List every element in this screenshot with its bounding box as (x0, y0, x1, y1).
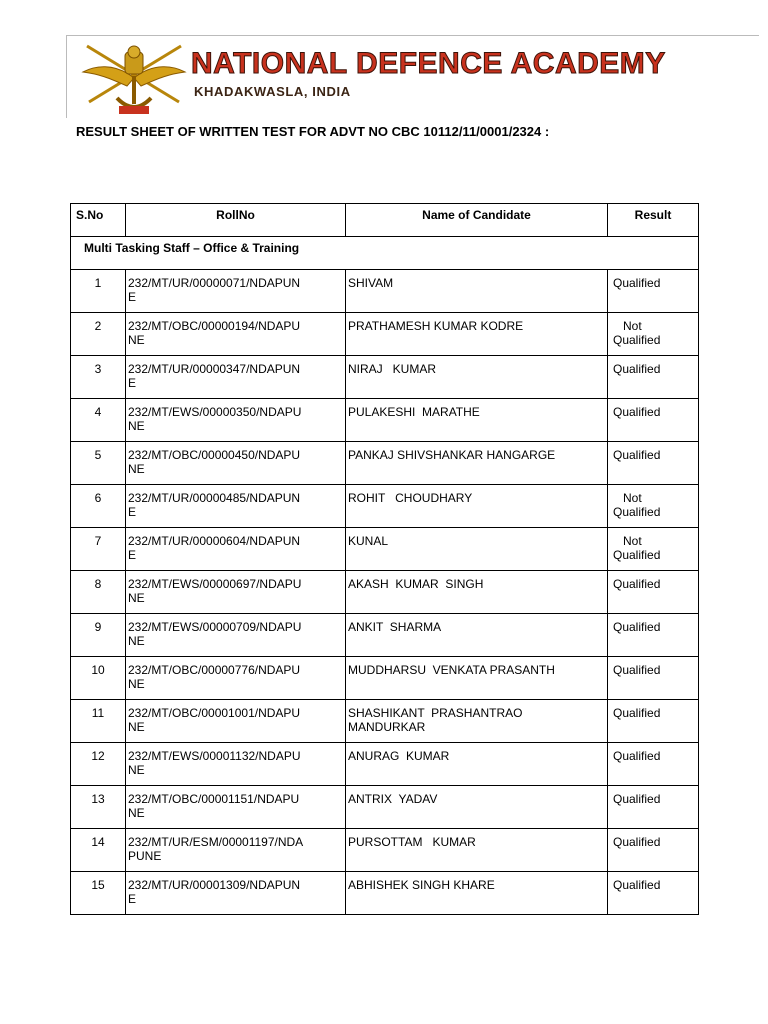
cell-rollno: 232/MT/EWS/00001132/NDAPU NE (128, 749, 301, 777)
cell-sno: 4 (94, 405, 102, 419)
cell-candidate-name: PRATHAMESH KUMAR KODRE (348, 319, 524, 333)
cell-rollno: 232/MT/OBC/00001151/NDAPU NE (128, 792, 300, 820)
cell-sno: 3 (94, 362, 102, 376)
cell-rollno: 232/MT/UR/00001309/NDAPUN E (128, 878, 301, 906)
table-row (71, 442, 699, 485)
cell-result: Qualified (613, 362, 661, 376)
table-row (71, 829, 699, 872)
cell-sno: 14 (91, 835, 105, 849)
cell-result: Qualified (613, 620, 661, 634)
column-header-result: Result (608, 204, 699, 237)
cell-sno: 12 (91, 749, 105, 763)
cell-rollno: 232/MT/EWS/00000697/NDAPU NE (128, 577, 302, 605)
cell-sno: 15 (91, 878, 105, 892)
table-row (71, 270, 699, 313)
cell-rollno: 232/MT/OBC/00001001/NDAPU NE (128, 706, 301, 734)
cell-result: Qualified (613, 663, 661, 677)
cell-result: Qualified (613, 405, 661, 419)
cell-result: Qualified (613, 835, 661, 849)
column-header-rollno: RollNo (126, 204, 346, 237)
cell-rollno: 232/MT/EWS/00000709/NDAPU NE (128, 620, 302, 648)
cell-sno: 7 (94, 534, 102, 548)
table-row (71, 399, 699, 442)
cell-rollno: 232/MT/OBC/00000450/NDAPU NE (128, 448, 301, 476)
cell-sno: 10 (91, 663, 105, 677)
academy-location: KHADAKWASLA, INDIA (194, 84, 351, 99)
results-table (70, 203, 699, 915)
table-row (71, 872, 699, 915)
table-header-row (71, 204, 699, 237)
cell-rollno: 232/MT/OBC/00000776/NDAPU NE (128, 663, 301, 691)
cell-sno: 2 (94, 319, 102, 333)
cell-candidate-name: ABHISHEK SINGH KHARE (348, 878, 495, 892)
table-row (71, 528, 699, 571)
cell-sno: 8 (94, 577, 102, 591)
cell-candidate-name: ROHIT CHOUDHARY (348, 491, 473, 505)
cell-sno: 1 (94, 276, 102, 290)
header-banner (66, 35, 759, 118)
cell-result: Qualified (613, 878, 661, 892)
cell-candidate-name: ANTRIX YADAV (348, 792, 438, 806)
cell-rollno: 232/MT/UR/00000604/NDAPUN E (128, 534, 301, 562)
cell-candidate-name: MUDDHARSU VENKATA PRASANTH (348, 663, 555, 677)
cell-candidate-name: NIRAJ KUMAR (348, 362, 437, 376)
cell-rollno: 232/MT/UR/00000485/NDAPUN E (128, 491, 301, 519)
table-row (71, 571, 699, 614)
table-row (71, 313, 699, 356)
cell-candidate-name: PURSOTTAM KUMAR (348, 835, 476, 849)
cell-result: Not Qualified (613, 534, 661, 562)
academy-title: NATIONAL DEFENCE ACADEMY (191, 47, 666, 80)
column-header-sno: S.No (71, 204, 126, 237)
cell-candidate-name: PULAKESHI MARATHE (348, 405, 480, 419)
table-row (71, 786, 699, 829)
table-row (71, 700, 699, 743)
column-header-name: Name of Candidate (346, 204, 608, 237)
cell-candidate-name: ANURAG KUMAR (348, 749, 450, 763)
cell-sno: 9 (94, 620, 102, 634)
cell-result: Qualified (613, 792, 661, 806)
cell-candidate-name: SHASHIKANT PRASHANTRAO MANDURKAR (348, 706, 523, 734)
cell-candidate-name: ANKIT SHARMA (348, 620, 442, 634)
cell-rollno: 232/MT/OBC/00000194/NDAPU NE (128, 319, 301, 347)
cell-candidate-name: AKASH KUMAR SINGH (348, 577, 484, 591)
cell-result: Qualified (613, 749, 661, 763)
cell-candidate-name: PANKAJ SHIVSHANKAR HANGARGE (348, 448, 556, 462)
cell-sno: 5 (94, 448, 102, 462)
cell-result: Qualified (613, 276, 661, 290)
table-row (71, 614, 699, 657)
cell-rollno: 232/MT/EWS/00000350/NDAPU NE (128, 405, 302, 433)
table-row (71, 743, 699, 786)
ashoka-emblem-icon (79, 42, 189, 120)
cell-result: Qualified (613, 577, 661, 591)
cell-candidate-name: KUNAL (348, 534, 389, 548)
cell-sno: 13 (91, 792, 105, 806)
cell-result: Not Qualified (613, 319, 661, 347)
cell-result: Qualified (613, 448, 661, 462)
table-row (71, 356, 699, 399)
cell-sno: 11 (91, 706, 105, 720)
table-row (71, 485, 699, 528)
cell-rollno: 232/MT/UR/ESM/00001197/NDA PUNE (128, 835, 304, 863)
section-label: Multi Tasking Staff – Office & Training (71, 237, 699, 270)
cell-result: Qualified (613, 706, 661, 720)
cell-candidate-name: SHIVAM (348, 276, 394, 290)
cell-sno: 6 (94, 491, 102, 505)
table-row (71, 657, 699, 700)
cell-result: Not Qualified (613, 491, 661, 519)
section-row (71, 237, 699, 270)
page-title: RESULT SHEET OF WRITTEN TEST FOR ADVT NO CBC 10112/11/0001/2324 : (76, 124, 550, 139)
cell-rollno: 232/MT/UR/00000347/NDAPUN E (128, 362, 301, 390)
cell-rollno: 232/MT/UR/00000071/NDAPUN E (128, 276, 301, 304)
